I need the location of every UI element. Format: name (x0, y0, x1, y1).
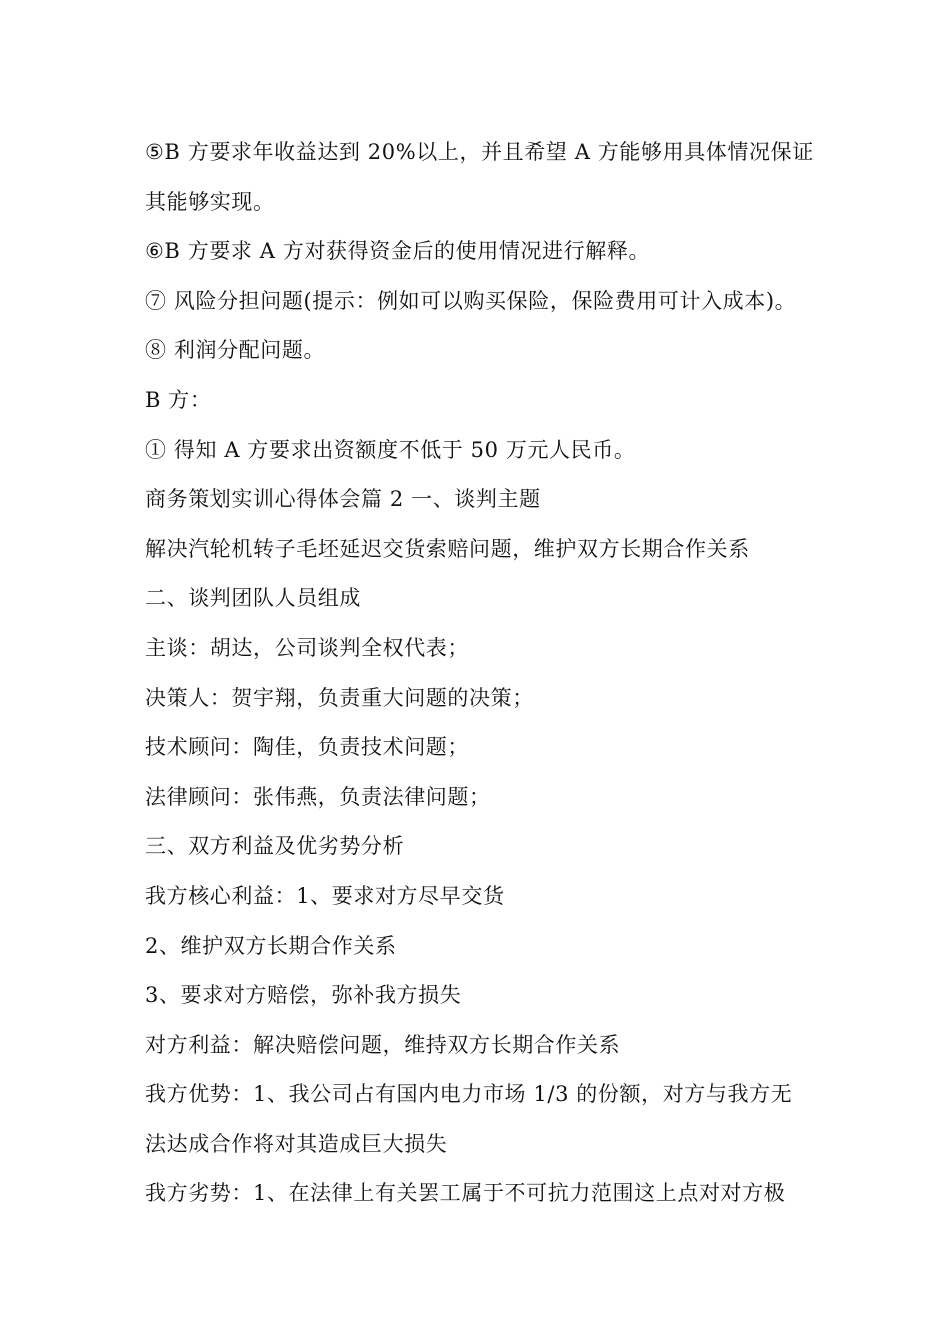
text-line-19: 对方利益：解决赔偿问题，维持双方长期合作关系 (145, 1032, 621, 1057)
text-line-17: 2、维护双方长期合作关系 (145, 933, 397, 958)
text-line-18: 3、要求对方赔偿，弥补我方损失 (145, 983, 462, 1008)
section-title-negotiation-topic: 商务策划实训心得体会篇 2 一、谈判主题 (145, 487, 541, 512)
text-line-20: 我方优势：1、我公司占有国内电力市场 1/3 的份额，对方与我方无 (145, 1082, 793, 1107)
text-line-5: ⑧ 利润分配问题。 (145, 338, 326, 363)
text-line-13: 技术顾问：陶佳，负责技术问题； (145, 735, 469, 760)
text-line-22: 我方劣势：1、在法律上有关罢工属于不可抗力范围这上点对对方极 (145, 1181, 786, 1206)
text-line-11: 主谈：胡达，公司谈判全权代表； (145, 635, 469, 660)
text-line-4: ⑦ 风险分担问题(提示：例如可以购买保险，保险费用可计入成本)。 (145, 288, 797, 313)
text-line-7: ① 得知 A 方要求出资额度不低于 50 万元人民币。 (145, 437, 636, 462)
text-line-9: 解决汽轮机转子毛坯延迟交货索赔问题，维护双方长期合作关系 (145, 536, 750, 561)
text-line-2: 其能够实现。 (145, 189, 275, 214)
text-line-14: 法律顾问：张伟燕，负责法律问题； (145, 784, 491, 809)
text-line-16: 我方核心利益：1、要求对方尽早交货 (145, 883, 505, 908)
text-line-1: ⑤B 方要求年收益达到 20%以上，并且希望 A 方能够用具体情况保证 (145, 140, 814, 164)
section-title-team: 二、谈判团队人员组成 (145, 586, 361, 611)
text-line-12: 决策人：贺宇翔，负责重大问题的决策； (145, 685, 534, 710)
text-line-21: 法达成合作将对其造成巨大损失 (145, 1131, 448, 1156)
text-line-3: ⑥B 方要求 A 方对获得资金后的使用情况进行解释。 (145, 239, 651, 264)
party-b-heading: B 方： (145, 387, 212, 412)
section-title-analysis: 三、双方利益及优劣势分析 (145, 834, 405, 859)
document-body (145, 128, 815, 1219)
